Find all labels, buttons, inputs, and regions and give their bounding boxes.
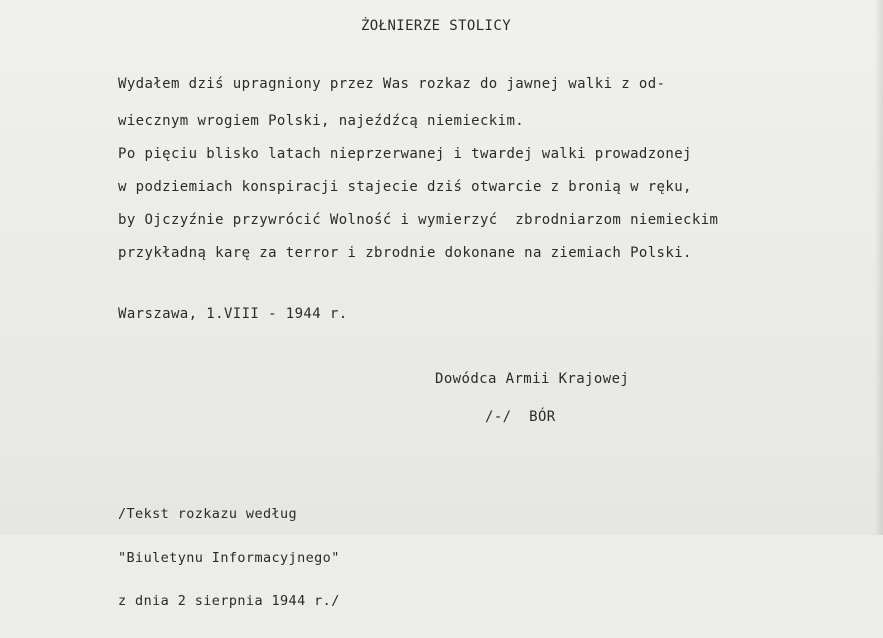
body-line-6: przykładną karę za terror i zbrodnie dokonane na ziemiach Polski.	[118, 245, 692, 261]
body-line-4: w podziemiach konspiracji stajecie dziś otwarcie z bronią w ręku,	[118, 179, 692, 195]
body-line-2: wiecznym wrogiem Polski, najeźdźcą niemieckim.	[118, 113, 525, 129]
source-note-line-1: /Tekst rozkazu według	[118, 506, 298, 522]
source-note	[118, 478, 340, 638]
page-edge-shadow	[875, 0, 883, 535]
signature: /-/ BÓR	[485, 409, 556, 425]
source-note-line-2: "Biuletynu Informacyjnego"	[118, 549, 340, 566]
source-note-line-3: z dnia 2 sierpnia 1944 r./	[118, 593, 340, 609]
commander-title: Dowódca Armii Krajowej	[435, 371, 630, 387]
body-line-1: Wydałem dziś upragniony przez Was rozkaz do jawnej walki z od-	[118, 76, 666, 92]
document-title: ŻOŁNIERZE STOLICY	[360, 18, 512, 34]
body-line-3: Po pięciu blisko latach nieprzerwanej i twardej walki prowadzonej	[118, 146, 692, 162]
place-date: Warszawa, 1.VIII - 1944 r.	[118, 306, 348, 322]
body-line-5: by Ojczyźnie przywrócić Wolność i wymierzyć zbrodniarzom niemieckim	[118, 212, 719, 228]
